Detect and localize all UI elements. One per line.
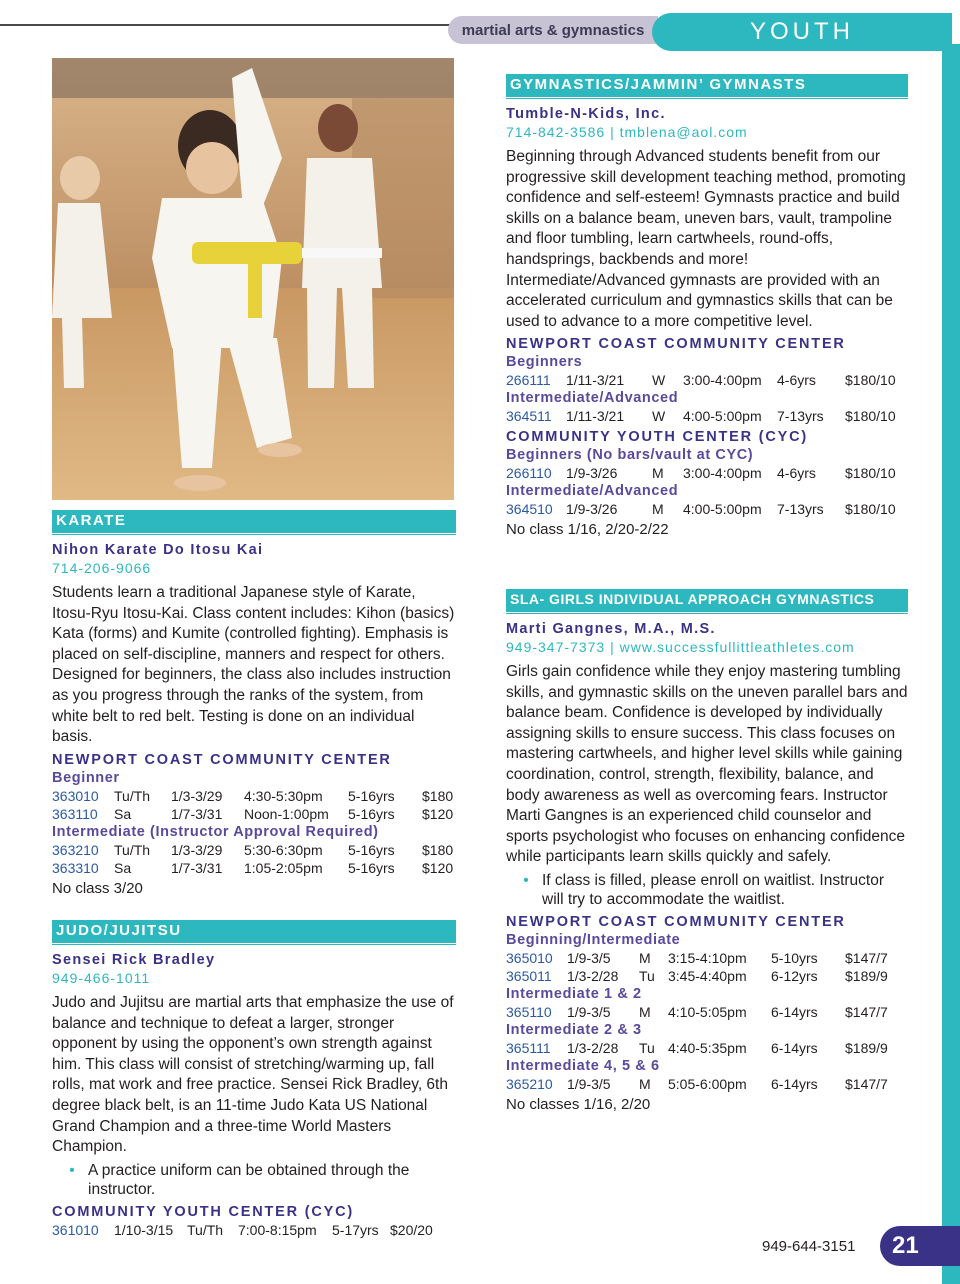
class-ages: 5-16yrs: [348, 859, 395, 876]
sla-level: Beginning/Intermediate: [506, 931, 681, 948]
class-time: 4:10-5:05pm: [668, 1003, 747, 1020]
karate-level-beginner: Beginner: [52, 769, 120, 786]
class-code[interactable]: 363210: [52, 841, 99, 858]
class-days: W: [652, 408, 666, 425]
class-time: 3:45-4:40pm: [668, 967, 747, 984]
class-dates: 1/3-2/28: [567, 967, 619, 984]
class-fee: $147/7: [845, 1075, 888, 1092]
class-time: 3:15-4:10pm: [668, 949, 747, 966]
table-row: [506, 407, 908, 425]
gymnastics-level: Intermediate/Advanced: [506, 483, 679, 500]
class-days: M: [639, 949, 651, 966]
class-ages: 6-12yrs: [771, 967, 818, 984]
class-ages: 4-6yrs: [777, 372, 816, 389]
gymnastics-note: No class 1/16, 2/20-2/22: [506, 521, 669, 539]
class-code[interactable]: 364510: [506, 501, 553, 518]
class-fee: $180: [422, 841, 454, 858]
gymnastics-location-newport: NEWPORT COAST COMMUNITY CENTER: [506, 336, 846, 353]
karate-location: NEWPORT COAST COMMUNITY CENTER: [52, 751, 392, 768]
class-fee: $120: [422, 805, 454, 822]
class-code[interactable]: 363010: [52, 787, 99, 804]
judo-section: [52, 920, 456, 1239]
karate-kids-photo: [52, 58, 454, 500]
judo-bullet: [52, 1161, 456, 1200]
class-dates: 1/10-3/15: [114, 1221, 174, 1238]
class-fee: $189/9: [845, 967, 888, 984]
class-code[interactable]: 266111: [506, 372, 551, 389]
table-row: [506, 1039, 908, 1057]
class-code[interactable]: 364511: [506, 408, 552, 425]
gymnastics-level: Intermediate/Advanced: [506, 390, 679, 407]
sla-level: Intermediate 1 & 2: [506, 985, 642, 1002]
class-time: 4:30-5:30pm: [244, 787, 323, 804]
class-dates: 1/3-3/29: [171, 841, 223, 858]
header-rule: [0, 24, 452, 26]
karate-heading: KARATE: [52, 510, 456, 533]
class-time: 5:30-6:30pm: [244, 841, 323, 858]
class-days: Tu: [639, 1039, 655, 1056]
class-code[interactable]: 365210: [506, 1075, 553, 1092]
table-row: [52, 841, 456, 859]
sla-location: NEWPORT COAST COMMUNITY CENTER: [506, 913, 846, 930]
sla-contact[interactable]: 949-347-7373 | www.successfullittleathletes.com: [506, 639, 855, 655]
sla-section: [506, 589, 908, 1115]
judo-phone[interactable]: 949-466-1011: [52, 970, 151, 986]
class-time: 7:00-8:15pm: [238, 1221, 317, 1238]
class-fee: $180/10: [845, 408, 896, 425]
class-code[interactable]: 361010: [52, 1221, 99, 1238]
class-fee: $147/7: [845, 1003, 888, 1020]
gymnastics-provider: Tumble-N-Kids, Inc.: [506, 106, 666, 122]
table-row: [52, 787, 456, 805]
class-days: Tu/Th: [114, 841, 151, 858]
gymnastics-contact[interactable]: 714-842-3586 | tmblena@aol.com: [506, 124, 748, 140]
class-days: M: [639, 1075, 651, 1092]
table-row: [506, 371, 908, 389]
class-ages: 6-14yrs: [771, 1003, 818, 1020]
class-days: Sa: [114, 805, 132, 822]
class-fee: $189/9: [845, 1039, 888, 1056]
class-days: M: [652, 465, 664, 482]
judo-provider: Sensei Rick Bradley: [52, 952, 216, 968]
class-ages: 4-6yrs: [777, 465, 816, 482]
class-code[interactable]: 365010: [506, 949, 553, 966]
class-time: 5:05-6:00pm: [668, 1075, 747, 1092]
judo-location: COMMUNITY YOUTH CENTER (CYC): [52, 1203, 355, 1220]
footer-phone: 949-644-3151: [762, 1238, 856, 1255]
table-row: [506, 967, 908, 985]
class-dates: 1/3-3/29: [171, 787, 223, 804]
class-code[interactable]: 266110: [506, 465, 552, 482]
class-time: 3:00-4:00pm: [683, 372, 762, 389]
class-code[interactable]: 365011: [506, 967, 552, 984]
class-days: W: [652, 372, 666, 389]
class-fee: $20/20: [390, 1221, 433, 1238]
class-time: 1:05-2:05pm: [244, 859, 323, 876]
class-time: 3:00-4:00pm: [683, 465, 762, 482]
class-days: M: [639, 1003, 651, 1020]
table-row: [506, 949, 908, 967]
sla-provider: Marti Gangnes, M.A., M.S.: [506, 621, 716, 637]
class-ages: 6-14yrs: [771, 1075, 818, 1092]
karate-section: [52, 510, 456, 899]
bullet-icon: •: [69, 1161, 75, 1179]
class-dates: 1/7-3/31: [171, 859, 223, 876]
class-ages: 5-10yrs: [771, 949, 818, 966]
class-time: 4:00-5:00pm: [683, 501, 762, 518]
judo-heading: JUDO/JUJITSU: [52, 920, 456, 943]
table-row: [506, 1003, 908, 1021]
sla-bullet: [506, 871, 908, 910]
class-dates: 1/11-3/21: [566, 408, 625, 425]
sla-bullet-text: If class is filled, please enroll on waitlist. Instructor will try to accommodate the waitlist.: [542, 871, 884, 909]
class-days: Tu/Th: [114, 787, 151, 804]
table-row: [506, 1075, 908, 1093]
sla-level: Intermediate 2 & 3: [506, 1021, 642, 1038]
class-fee: $120: [422, 859, 454, 876]
gymnastics-level: Beginners (No bars/vault at CYC): [506, 447, 754, 464]
table-row: [52, 859, 456, 877]
class-fee: $180/10: [845, 372, 896, 389]
table-row: [506, 464, 908, 482]
class-ages: 5-16yrs: [348, 841, 395, 858]
class-time: 4:40-5:35pm: [668, 1039, 747, 1056]
right-accent-bar: [942, 44, 960, 1284]
class-dates: 1/11-3/21: [566, 372, 625, 389]
class-dates: 1/7-3/31: [171, 805, 223, 822]
gymnastics-section: [506, 74, 908, 540]
class-ages: 5-17yrs: [332, 1221, 379, 1238]
table-row: [52, 1221, 456, 1239]
sla-level: Intermediate 4, 5 & 6: [506, 1057, 660, 1074]
class-days: Tu: [639, 967, 655, 984]
class-ages: 5-16yrs: [348, 787, 395, 804]
class-days: Tu/Th: [187, 1221, 224, 1238]
class-fee: $147/7: [845, 949, 888, 966]
sla-heading: SLA- GIRLS INDIVIDUAL APPROACH GYMNASTICS: [506, 589, 908, 612]
class-ages: 6-14yrs: [771, 1039, 818, 1056]
class-ages: 7-13yrs: [777, 501, 824, 518]
judo-description: Judo and Jujitsu are martial arts that emphasize the use of balance and technique to defeat a larger, stronger opponent by using the opponent’s own strength against him. This class will consist of stretching/warming up, fall rolls, mat work and free practice. Sensei Rick Bradley, 6th degree black belt, is an 11-time Judo Kata US National Grand Champion and a three-time World Masters Champion.: [52, 994, 454, 1156]
karate-provider: Nihon Karate Do Itosu Kai: [52, 542, 264, 558]
class-code[interactable]: 363110: [52, 805, 98, 822]
class-days: M: [652, 501, 664, 518]
gymnastics-level: Beginners: [506, 354, 583, 371]
class-fee: $180: [422, 787, 454, 804]
class-code[interactable]: 365111: [506, 1039, 551, 1056]
class-fee: $180/10: [845, 501, 896, 518]
class-dates: 1/9-3/26: [566, 465, 618, 482]
class-ages: 5-16yrs: [348, 805, 395, 822]
bullet-icon: •: [523, 871, 529, 889]
karate-description: Students learn a traditional Japanese style of Karate, Itosu-Ryu Itosu-Kai. Class content includes: Kihon (basics) Kata (forms) and Kumite (controlled fighting). Emphasis is placed on self-discipline, manners and respect for others. Designed for beginners, the class also includes instruction as you progress through the ranks of the system, from white belt to red belt. Testing is done on an individual basis.: [52, 584, 455, 746]
class-dates: 1/9-3/5: [567, 1075, 611, 1092]
table-row: [52, 805, 456, 823]
gymnastics-description: Beginning through Advanced students benefit from our progressive skill development teaching method, promoting confidence and self-esteem! Gymnasts practice and build skills on a balance beam, uneven bars, vault, trampoline and floor tumbling, learn cartwheels, round-offs, handsprings, backbends and more! Intermediate/Advanced gymnasts are provided with an accelerated curriculum and gymnastics skills that can be used to advance to a more competitive level.: [506, 148, 906, 330]
karate-note: No class 3/20: [52, 879, 143, 897]
class-dates: 1/3-2/28: [567, 1039, 619, 1056]
class-time: Noon-1:00pm: [244, 805, 329, 822]
gymnastics-heading: GYMNASTICS/JAMMIN’ GYMNASTS: [506, 74, 908, 97]
section-label: YOUTH: [652, 13, 952, 51]
judo-bullet-text: A practice uniform can be obtained through the instructor.: [88, 1161, 410, 1199]
gymnastics-location-cyc: COMMUNITY YOUTH CENTER (CYC): [506, 429, 809, 446]
class-dates: 1/9-3/26: [566, 501, 618, 518]
class-ages: 7-13yrs: [777, 408, 824, 425]
class-dates: 1/9-3/5: [567, 1003, 611, 1020]
class-code[interactable]: 363310: [52, 859, 99, 876]
class-code[interactable]: 365110: [506, 1003, 552, 1020]
class-dates: 1/9-3/5: [567, 949, 611, 966]
karate-level-intermediate: Intermediate (Instructor Approval Required): [52, 823, 379, 840]
class-fee: $180/10: [845, 465, 896, 482]
class-days: Sa: [114, 859, 132, 876]
sla-description: Girls gain confidence while they enjoy mastering tumbling skills, and gymnastic skills on the uneven parallel bars and balance beam. Confidence is developed by individually assigning skills to ensure success. This class focuses on mastering cartwheels, and higher level skills while gaining coordination, control, strength, flexibility, balance, and body awareness as well as overcoming fears. Instructor Marti Gangnes is an experienced child counselor and sports psychologist who focuses on enhancing confidence while participants learn skills quickly and safely.: [506, 663, 908, 866]
karate-phone[interactable]: 714-206-9066: [52, 560, 152, 576]
class-time: 4:00-5:00pm: [683, 408, 762, 425]
category-label: martial arts & gymnastics: [448, 16, 658, 44]
page-number: 21: [880, 1226, 960, 1266]
table-row: [506, 500, 908, 518]
sla-note: No classes 1/16, 2/20: [506, 1095, 651, 1113]
